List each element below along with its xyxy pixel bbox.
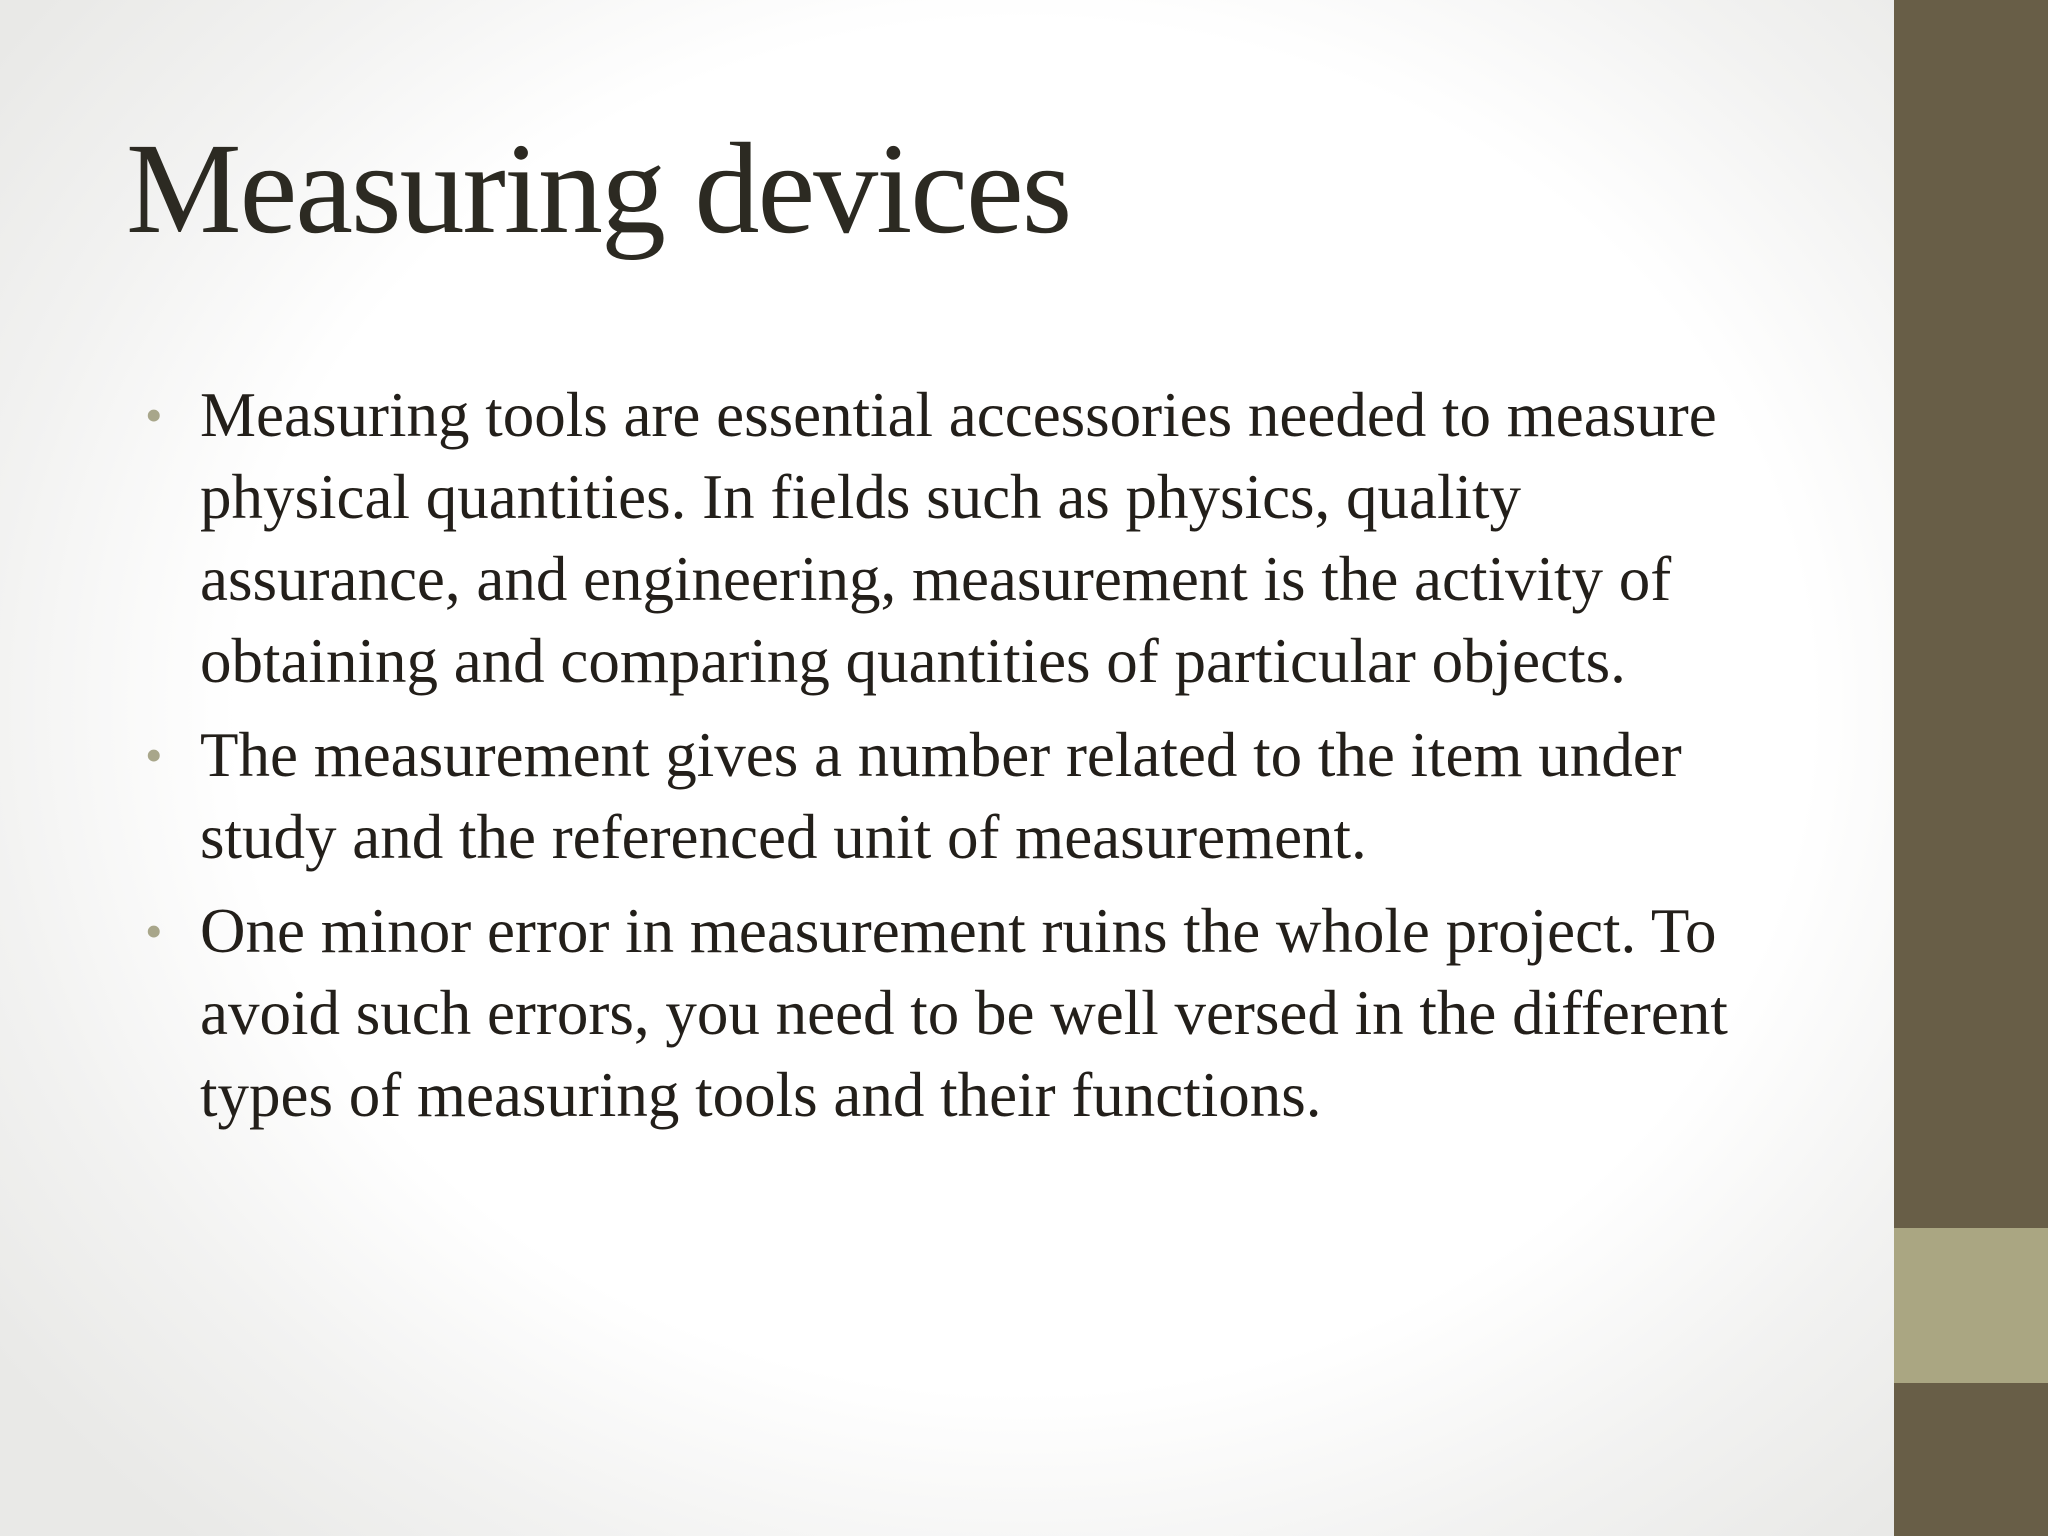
slide-title: Measuring devices xyxy=(126,117,1071,261)
bullet-text: Measuring tools are essential accessories needed to measure physical quantities. In fields such as physics, quality assurance, and engineering, measurement is the activity of obtaining and comparing quantities of particular objects. xyxy=(200,380,1717,696)
bullet-text: The measurement gives a number related to the item under study and the referenced unit of measurement. xyxy=(200,720,1682,872)
decorative-side-band xyxy=(1894,1228,2048,1383)
bullet-dot-icon: • xyxy=(145,387,163,443)
bullet-dot-icon: • xyxy=(145,903,163,959)
bullet-item xyxy=(145,890,1785,1136)
bullet-text: One minor error in measurement ruins the whole project. To avoid such errors, you need to be well versed in the different types of measuring tools and their functions. xyxy=(200,896,1728,1130)
bullet-list xyxy=(145,374,1785,1148)
bullet-item xyxy=(145,374,1785,702)
bullet-item xyxy=(145,714,1785,878)
bullet-dot-icon: • xyxy=(145,727,163,783)
